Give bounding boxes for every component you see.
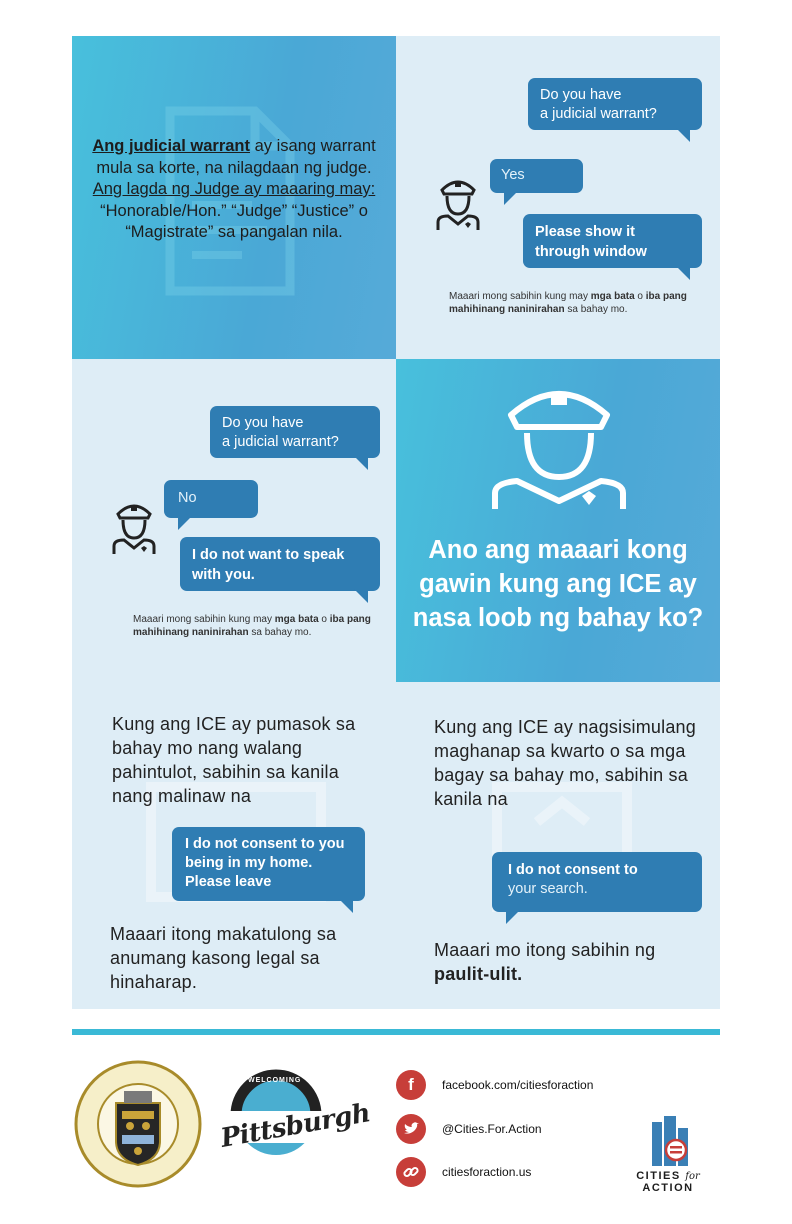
bubble-warrant-question: Do you have a judicial warrant? [528, 78, 702, 130]
panel-warrant-no [72, 359, 396, 682]
panel-ice-entered [72, 682, 396, 1009]
warrant-term: Ang judicial warrant [92, 137, 251, 155]
bubble-show-through-window: Please show it through window [523, 214, 702, 268]
bubble-refuse-to-speak: I do not want to speak with you. [180, 537, 380, 591]
bubble-do-not-consent-search: I do not consent to your search. [492, 852, 702, 912]
facebook-link[interactable]: f facebook.com/citiesforaction [396, 1070, 593, 1100]
city-skyline-icon [614, 1112, 722, 1168]
panel-judicial-warrant-definition [72, 36, 396, 359]
ice-search-intro: Kung ang ICE ay nagsisimulang maghanap sa kwarto o sa mga bagay sa bahay mo, sabihin sa kanila na [434, 717, 696, 809]
bubble-do-not-consent-home: I do not consent to you being in my home. Please leave [172, 827, 365, 901]
officer-icon [434, 176, 482, 232]
welcoming-pittsburgh-logo: WELCOMING Pittsburgh [218, 1077, 373, 1154]
vulnerable-residents-note: Maaari mong sabihin kung may mga bata o iba pang mahihinang naninirahan sa bahay mo. [449, 291, 687, 315]
twitter-link[interactable]: @Cities.For.Action [396, 1114, 542, 1144]
panel-headline [396, 359, 720, 682]
footer-divider [72, 1029, 720, 1035]
vulnerable-residents-note-2: Maaari mong sabihin kung may mga bata o iba pang mahihinang naninirahan sa bahay mo. [133, 614, 371, 638]
ice-entered-outro: Maaari itong makatulong sa anumang kasong legal sa hinaharap. [110, 924, 337, 992]
bubble-answer-no: No [164, 480, 258, 518]
panel-ice-search [396, 682, 720, 1009]
ice-entered-intro: Kung ang ICE ay pumasok sa bahay mo nang walang pahintulot, sabihin sa kanila nang malinaw na [112, 714, 356, 806]
bubble-warrant-question-2: Do you have a judicial warrant? [210, 406, 380, 458]
officer-large-icon [489, 379, 629, 511]
ice-search-outro: Maaari mo itong sabihin ng paulit-ulit. [434, 940, 656, 984]
pittsburgh-wordmark: Pittsburgh [218, 1098, 373, 1154]
website-link[interactable]: citiesforaction.us [396, 1157, 531, 1187]
twitter-icon [396, 1114, 426, 1144]
officer-icon-2 [110, 500, 158, 556]
warrant-definition-text: Ang judicial warrant ay isang warrant mula sa korte, na nilagdaan ng judge. Ang lagda ng Judge ay maaaring may: “Honorable/Hon.” “Judge” “Justice” o “Magistrate” sa pangalan nila. [92, 137, 376, 241]
page-headline: Ano ang maaari kong gawin kung ang ICE ay nasa loob ng bahay ko? [412, 536, 704, 632]
panel-warrant-yes [396, 36, 720, 359]
facebook-icon: f [396, 1070, 426, 1100]
link-icon [396, 1157, 426, 1187]
city-seal-logo [72, 1055, 204, 1193]
cities-for-action-logo: CITIES for ACTION [614, 1112, 722, 1188]
bubble-answer-yes: Yes [490, 159, 583, 193]
